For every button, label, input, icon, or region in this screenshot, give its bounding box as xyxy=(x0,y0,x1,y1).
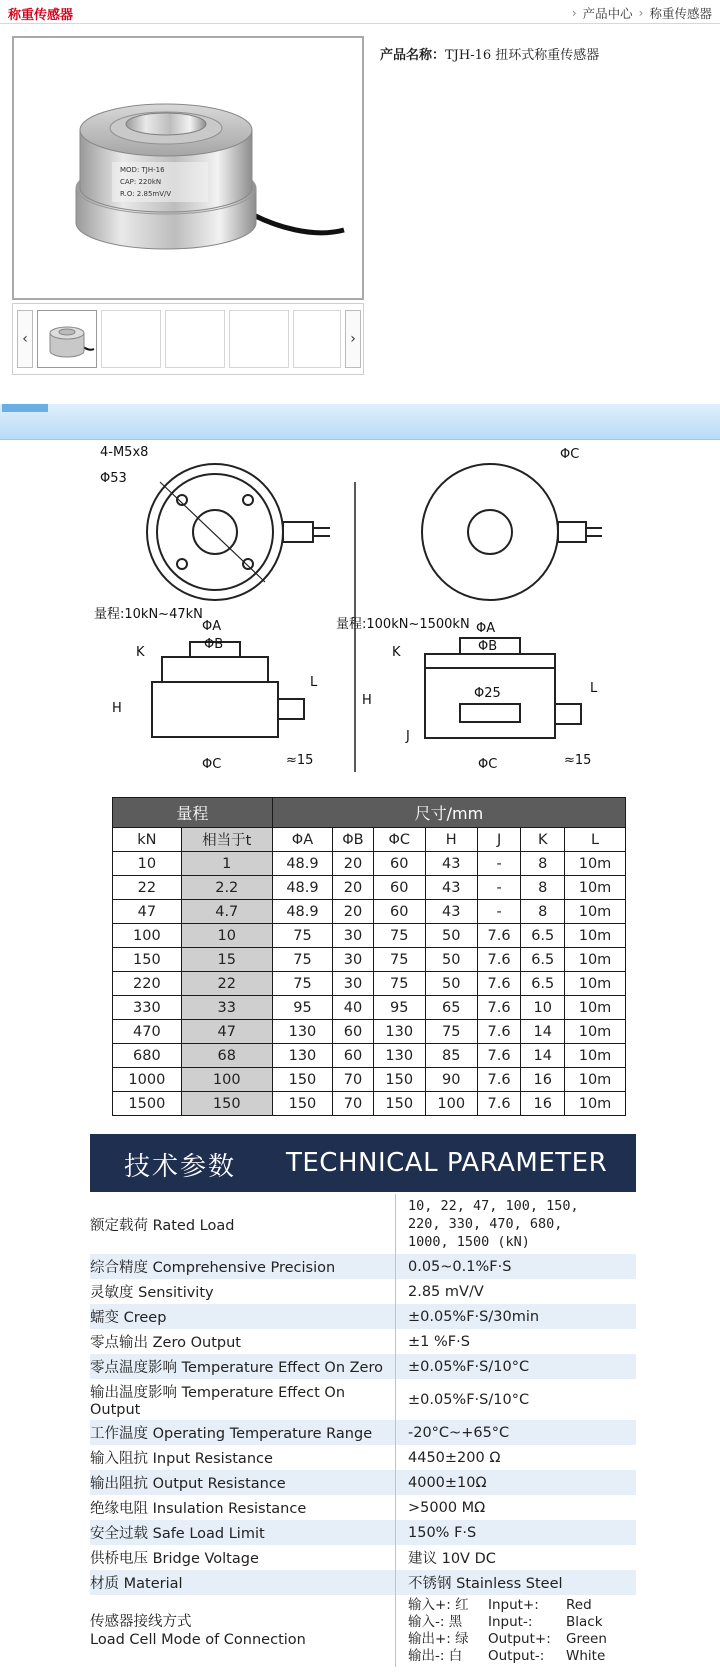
breadcrumb-product-center[interactable]: 产品中心 xyxy=(582,6,633,21)
parameter-name: 工作温度 Operating Temperature Range xyxy=(90,1420,396,1445)
parameter-value: 不锈钢 Stainless Steel xyxy=(396,1570,637,1595)
drawing-left-phic: ΦC xyxy=(202,757,222,772)
connection-cell: Input-: xyxy=(488,1614,533,1630)
table-cell: 60 xyxy=(373,900,425,924)
connection-cell: White xyxy=(566,1648,606,1664)
table-cell: 4.7 xyxy=(181,900,272,924)
column-header: L xyxy=(565,828,626,852)
drawing-right-phi25: Φ25 xyxy=(474,686,501,701)
chevron-right-icon: › xyxy=(571,6,577,20)
table-cell: 47 xyxy=(113,900,182,924)
table-cell: 16 xyxy=(521,1092,565,1116)
parameter-row xyxy=(90,1570,636,1595)
table-cell: 60 xyxy=(333,1044,374,1068)
column-header: H xyxy=(425,828,477,852)
table-cell: - xyxy=(477,852,521,876)
table-cell: 15 xyxy=(181,948,272,972)
thumbnail-5[interactable] xyxy=(293,310,341,368)
table-cell: 10 xyxy=(113,852,182,876)
drawing-right-phic-bottom: ΦC xyxy=(478,757,498,772)
table-cell: 2.2 xyxy=(181,876,272,900)
parameter-row xyxy=(90,1470,636,1495)
connection-row xyxy=(90,1595,636,1667)
parameter-name: 输出阻抗 Output Resistance xyxy=(90,1470,396,1495)
table-cell: 130 xyxy=(373,1044,425,1068)
connection-cell: Output-: xyxy=(488,1648,545,1664)
breadcrumb-load-cell[interactable]: 称重传感器 xyxy=(649,6,712,21)
column-header: kN xyxy=(113,828,182,852)
connection-cell: Output+: xyxy=(488,1631,551,1647)
table-cell: 1500 xyxy=(113,1092,182,1116)
drawing-left-phia: ΦA xyxy=(202,619,222,634)
table-row xyxy=(113,1044,626,1068)
tech-title-en: TECHNICAL PARAMETER xyxy=(286,1148,608,1178)
table-cell: 10m xyxy=(565,972,626,996)
table-cell: 100 xyxy=(181,1068,272,1092)
drawing-left-phib: ΦB xyxy=(204,637,224,652)
table-cell: 50 xyxy=(425,948,477,972)
table-cell: 65 xyxy=(425,996,477,1020)
drawing-right-phia: ΦA xyxy=(476,621,496,636)
table-cell: - xyxy=(477,876,521,900)
thumbnail-1[interactable] xyxy=(37,310,97,368)
table-row xyxy=(113,1020,626,1044)
table-cell: 43 xyxy=(425,852,477,876)
table-cell: 75 xyxy=(373,972,425,996)
table-cell: 75 xyxy=(425,1020,477,1044)
table-cell: 7.6 xyxy=(477,1092,521,1116)
table-cell: 330 xyxy=(113,996,182,1020)
table-cell: 30 xyxy=(333,972,374,996)
table-cell: 33 xyxy=(181,996,272,1020)
parameter-value: -20°C~+65°C xyxy=(396,1420,637,1445)
table-cell: 22 xyxy=(181,972,272,996)
table-cell: 7.6 xyxy=(477,996,521,1020)
connection-label-zh: 传感器接线方式 xyxy=(90,1614,192,1630)
dimension-table xyxy=(112,797,626,1116)
table-cell: 10m xyxy=(565,924,626,948)
next-arrow-button[interactable]: › xyxy=(345,310,361,368)
table-cell: 10 xyxy=(521,996,565,1020)
table-cell: 7.6 xyxy=(477,1068,521,1092)
prev-arrow-button[interactable]: ‹ xyxy=(17,310,33,368)
photo-label-ro: R.O: 2.85mV/V xyxy=(120,190,172,198)
table-cell: 75 xyxy=(272,972,332,996)
table-cell: 60 xyxy=(373,876,425,900)
table-cell: 130 xyxy=(272,1020,332,1044)
column-header: ΦC xyxy=(373,828,425,852)
table-row xyxy=(113,996,626,1020)
table-cell: 7.6 xyxy=(477,972,521,996)
top-bar xyxy=(0,0,720,24)
parameter-value: 2.85 mV/V xyxy=(396,1279,637,1304)
table-cell: 48.9 xyxy=(272,900,332,924)
table-cell: 20 xyxy=(333,852,374,876)
table-cell: 150 xyxy=(181,1092,272,1116)
product-name-label: 产品名称： xyxy=(380,48,446,63)
product-main-image[interactable] xyxy=(12,36,364,300)
product-name-value: TJH-16 扭环式称重传感器 xyxy=(445,48,600,63)
table-cell: 90 xyxy=(425,1068,477,1092)
column-header: J xyxy=(477,828,521,852)
table-group-range: 量程 xyxy=(113,798,273,828)
table-cell: 10m xyxy=(565,1020,626,1044)
table-header-row xyxy=(113,828,626,852)
table-cell: 130 xyxy=(272,1044,332,1068)
table-cell: 10m xyxy=(565,876,626,900)
table-cell: 60 xyxy=(373,852,425,876)
drawing-left-h: H xyxy=(112,701,122,716)
table-cell: 220 xyxy=(113,972,182,996)
table-cell: 14 xyxy=(521,1020,565,1044)
thumbnail-4[interactable] xyxy=(229,310,289,368)
table-cell: 130 xyxy=(373,1020,425,1044)
table-cell: 8 xyxy=(521,852,565,876)
parameter-row xyxy=(90,1445,636,1470)
thumbnail-carousel xyxy=(12,303,364,375)
parameter-name: 供桥电压 Bridge Voltage xyxy=(90,1551,259,1567)
connection-label xyxy=(90,1595,396,1667)
parameter-name: 绝缘电阻 Insulation Resistance xyxy=(90,1501,307,1517)
parameter-row xyxy=(90,1545,636,1570)
table-cell: 20 xyxy=(333,900,374,924)
table-cell: 1000 xyxy=(113,1068,182,1092)
table-cell: 60 xyxy=(333,1020,374,1044)
table-cell: 8 xyxy=(521,876,565,900)
section-band xyxy=(0,404,720,440)
table-row xyxy=(113,924,626,948)
table-cell: 75 xyxy=(373,948,425,972)
parameter-value: ±0.05%F·S/10°C xyxy=(396,1379,637,1420)
breadcrumb xyxy=(572,4,712,22)
table-cell: 85 xyxy=(425,1044,477,1068)
category-title: 称重传感器 xyxy=(8,8,74,23)
drawing-right-phic: ΦC xyxy=(560,447,580,462)
table-cell: 1 xyxy=(181,852,272,876)
parameter-value: ±0.05%F·S/30min xyxy=(396,1304,637,1329)
table-cell: - xyxy=(477,900,521,924)
table-cell: 47 xyxy=(181,1020,272,1044)
table-cell: 75 xyxy=(272,948,332,972)
table-row xyxy=(113,900,626,924)
table-group-size: 尺寸/mm xyxy=(272,798,625,828)
drawing-right-range: 量程:100kN~1500kN xyxy=(336,617,470,632)
table-cell: 30 xyxy=(333,924,374,948)
table-row xyxy=(113,852,626,876)
drawing-right-approx15: ≈15 xyxy=(564,753,592,768)
chevron-right-icon: › xyxy=(638,6,644,20)
photo-label-cap: CAP: 220kN xyxy=(120,178,162,186)
product-name xyxy=(380,44,599,63)
drawing-left-k: K xyxy=(136,645,145,660)
table-cell: 7.6 xyxy=(477,1020,521,1044)
parameter-value: 150% F·S xyxy=(396,1520,637,1545)
table-cell: 75 xyxy=(272,924,332,948)
parameter-value: 10, 22, 47, 100, 150, 220, 330, 470, 680, 1000, 1500 (kN) xyxy=(396,1194,637,1254)
table-cell: 22 xyxy=(113,876,182,900)
thumbnail-3[interactable] xyxy=(165,310,225,368)
table-cell: 48.9 xyxy=(272,876,332,900)
drawing-left-l: L xyxy=(310,675,318,690)
table-row xyxy=(113,1068,626,1092)
parameter-name: 安全过载 Safe Load Limit xyxy=(90,1520,396,1545)
table-cell: 680 xyxy=(113,1044,182,1068)
connection-cell: 输出-: 白 xyxy=(408,1648,463,1664)
table-cell: 30 xyxy=(333,948,374,972)
drawing-right-phib: ΦB xyxy=(478,639,498,654)
connection-cell: Input+: xyxy=(488,1597,539,1613)
parameter-row xyxy=(90,1279,636,1304)
column-header: ΦB xyxy=(333,828,374,852)
parameter-name: 材质 Material xyxy=(90,1570,396,1595)
parameter-row xyxy=(90,1354,636,1379)
drawing-right-j: J xyxy=(406,729,410,744)
photo-label-mod: MOD: TJH-16 xyxy=(120,166,165,174)
table-cell: 43 xyxy=(425,876,477,900)
connection-label-en: Load Cell Mode of Connection xyxy=(90,1632,306,1648)
connection-cell: 输出+: 绿 xyxy=(408,1631,469,1647)
table-cell: 10m xyxy=(565,1068,626,1092)
parameter-name: 输入阻抗 Input Resistance xyxy=(90,1451,273,1467)
table-cell: 70 xyxy=(333,1092,374,1116)
table-cell: 68 xyxy=(181,1044,272,1068)
table-cell: 95 xyxy=(272,996,332,1020)
drawing-right-h: H xyxy=(362,693,372,708)
tech-parameter-table xyxy=(90,1194,636,1667)
table-cell: 100 xyxy=(113,924,182,948)
table-cell: 150 xyxy=(373,1092,425,1116)
parameter-name: 零点输出 Zero Output xyxy=(90,1335,241,1351)
parameter-name: 额定载荷 Rated Load xyxy=(90,1217,235,1234)
table-cell: 43 xyxy=(425,900,477,924)
table-row xyxy=(113,948,626,972)
parameter-value: 建议 10V DC xyxy=(396,1545,637,1570)
connection-cell: Red xyxy=(566,1597,592,1613)
table-cell: 48.9 xyxy=(272,852,332,876)
dimension-drawing xyxy=(90,442,650,792)
drawing-phi53-label: Φ53 xyxy=(100,471,127,486)
load-cell-photo xyxy=(14,38,362,298)
parameter-row xyxy=(90,1329,636,1354)
table-cell: 7.6 xyxy=(477,924,521,948)
connection-cell: 输入+: 红 xyxy=(408,1597,469,1613)
table-cell: 6.5 xyxy=(521,972,565,996)
parameter-value: >5000 MΩ xyxy=(396,1495,637,1520)
connection-grid xyxy=(408,1597,636,1665)
parameter-value: 4450±200 Ω xyxy=(396,1445,637,1470)
parameter-name: 输出温度影响 Temperature Effect On Output xyxy=(90,1385,346,1418)
drawing-left-range: 量程:10kN~47kN xyxy=(94,607,203,622)
table-cell: 150 xyxy=(373,1068,425,1092)
parameter-name: 蠕变 Creep xyxy=(90,1304,396,1329)
connection-cell: Green xyxy=(566,1631,607,1647)
table-cell: 100 xyxy=(425,1092,477,1116)
parameter-value: ±1 %F·S xyxy=(396,1329,637,1354)
table-cell: 14 xyxy=(521,1044,565,1068)
table-cell: 7.6 xyxy=(477,1044,521,1068)
table-cell: 150 xyxy=(272,1092,332,1116)
parameter-name: 灵敏度 Sensitivity xyxy=(90,1285,214,1301)
column-header: 相当于t xyxy=(181,828,272,852)
parameter-row xyxy=(90,1194,636,1254)
table-row xyxy=(113,972,626,996)
parameter-row xyxy=(90,1420,636,1445)
drawing-right-l: L xyxy=(590,681,598,696)
thumbnail-2[interactable] xyxy=(101,310,161,368)
column-header: ΦA xyxy=(272,828,332,852)
connection-cell: 输入-: 黑 xyxy=(408,1614,463,1630)
table-cell: 150 xyxy=(113,948,182,972)
table-cell: 6.5 xyxy=(521,924,565,948)
tech-parameter-header xyxy=(90,1134,636,1192)
table-cell: 150 xyxy=(272,1068,332,1092)
parameter-row xyxy=(90,1379,636,1420)
connection-values xyxy=(396,1595,637,1667)
table-cell: 6.5 xyxy=(521,948,565,972)
parameter-name: 零点温度影响 Temperature Effect On Zero xyxy=(90,1354,396,1379)
parameter-row xyxy=(90,1495,636,1520)
table-cell: 7.6 xyxy=(477,948,521,972)
drawing-right-k: K xyxy=(392,645,401,660)
table-cell: 20 xyxy=(333,876,374,900)
parameter-value: 0.05~0.1%F·S xyxy=(396,1254,637,1279)
table-cell: 50 xyxy=(425,972,477,996)
table-cell: 10m xyxy=(565,852,626,876)
table-cell: 10m xyxy=(565,900,626,924)
table-cell: 50 xyxy=(425,924,477,948)
table-cell: 10m xyxy=(565,996,626,1020)
drawing-holes-label: 4-M5x8 xyxy=(100,445,149,460)
table-cell: 8 xyxy=(521,900,565,924)
parameter-value: ±0.05%F·S/10°C xyxy=(396,1354,637,1379)
connection-cell: Black xyxy=(566,1614,603,1630)
parameter-row xyxy=(90,1520,636,1545)
drawing-left-approx15: ≈15 xyxy=(286,753,314,768)
section-tab xyxy=(2,404,48,412)
parameter-value: 4000±10Ω xyxy=(396,1470,637,1495)
parameter-row xyxy=(90,1304,636,1329)
table-row xyxy=(113,876,626,900)
table-cell: 10 xyxy=(181,924,272,948)
table-cell: 470 xyxy=(113,1020,182,1044)
tech-title-zh: 技术参数 xyxy=(124,1152,237,1182)
table-cell: 70 xyxy=(333,1068,374,1092)
table-cell: 10m xyxy=(565,1092,626,1116)
table-cell: 75 xyxy=(373,924,425,948)
table-cell: 95 xyxy=(373,996,425,1020)
table-row xyxy=(113,1092,626,1116)
column-header: K xyxy=(521,828,565,852)
table-cell: 16 xyxy=(521,1068,565,1092)
thumbnail-photo xyxy=(38,311,96,367)
parameter-name: 综合精度 Comprehensive Precision xyxy=(90,1254,396,1279)
table-cell: 10m xyxy=(565,1044,626,1068)
parameter-row xyxy=(90,1254,636,1279)
table-cell: 10m xyxy=(565,948,626,972)
table-cell: 40 xyxy=(333,996,374,1020)
